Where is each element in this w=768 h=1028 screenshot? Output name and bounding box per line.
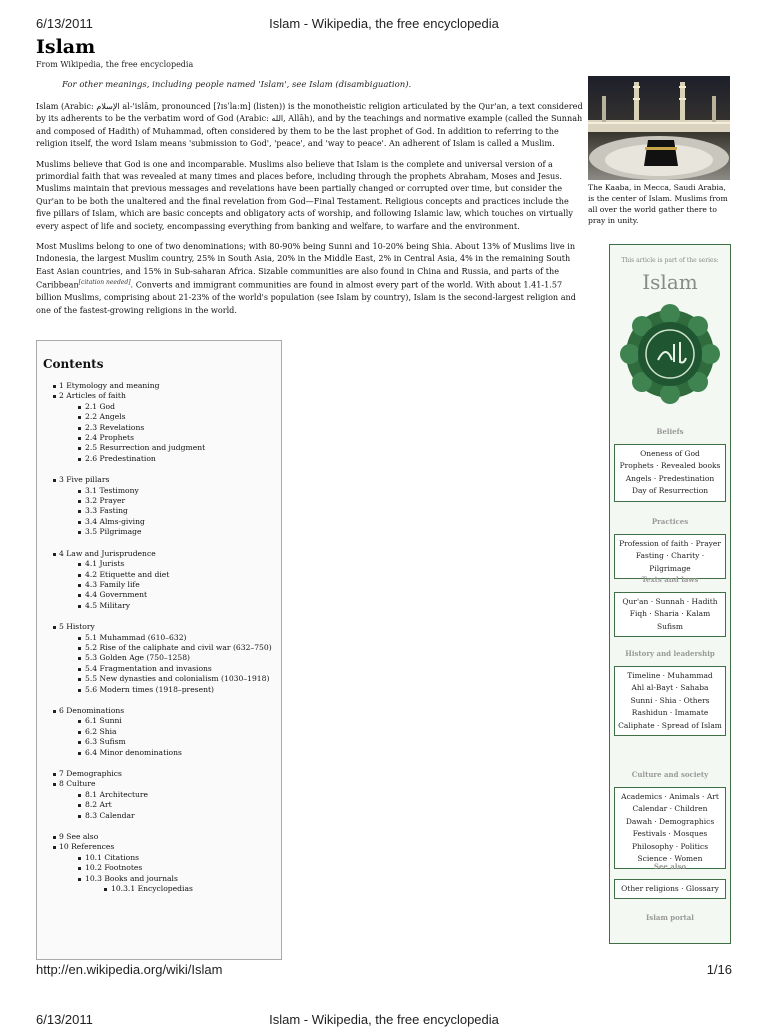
toc-item[interactable]: 2.1 God <box>43 402 275 412</box>
print-page-number: 1/16 <box>706 962 732 977</box>
toc-item[interactable]: 3.2 Prayer <box>43 496 275 506</box>
toc-item[interactable]: 2.2 Angels <box>43 412 275 422</box>
print-footer <box>36 962 732 978</box>
toc-item[interactable]: 3.1 Testimony <box>43 486 275 496</box>
navbox-link-line[interactable]: Ahl al-Bayt · Sahaba <box>631 683 709 693</box>
page-title: Islam <box>36 36 96 58</box>
disambiguation-hatnote[interactable]: For other meanings, including people named 'Islam', see Islam (disambiguation). <box>62 80 412 90</box>
toc-item[interactable]: 6.2 Shia <box>43 727 275 737</box>
toc-item[interactable]: 5 History <box>43 622 275 632</box>
toc-item[interactable]: 8.2 Art <box>43 800 275 810</box>
navbox-section-heading[interactable]: Islam portal <box>646 913 694 922</box>
navbox-link-line[interactable]: Festivals · Mosques <box>632 829 708 839</box>
intro-paragraph-2: Muslims believe that God is one and incomparable. Muslims also believe that Islam is the complete and universal version of a primordial faith that was revealed at many times and places before, including through the prophets Abraham, Moses and Jesus. Muslims maintain that previous messages and revelations have been partially changed or corrupted over time, but consider the Qur'an to be both the unaltered and the final revelation from God—Final Testament. Religious concepts and practices include the five pillars of Islam, which are basic concepts and obligatory acts of worship, and following Islamic law, which touches on virtually every aspect of life and society, encompassing everything from banking and welfare, to warfare and the environment. <box>36 158 573 231</box>
toc-item[interactable]: 5.4 Fragmentation and invasions <box>43 664 275 674</box>
paragraph-3-part-2: . Converts and immigrant communities are found in almost every part of the world. With about 1.41-1.57 billion Muslims, comprising about 21-23% of the world's population (see Islam by country), Islam is the second-largest religion and one of the fastest-growing religions in the world. <box>36 279 576 315</box>
navbox-section-links <box>614 534 726 579</box>
print-header <box>36 16 732 32</box>
next-page-title: Islam - Wikipedia, the free encyclopedia <box>269 1012 499 1027</box>
navbox-link-line[interactable]: Fiqh · Sharia · Kalam <box>629 609 711 619</box>
toc-item[interactable]: 3.4 Alms-giving <box>43 517 275 527</box>
toc-item[interactable]: 2.4 Prophets <box>43 433 275 443</box>
navbox-link-line[interactable]: Oneness of God <box>640 449 700 458</box>
navbox-section-heading[interactable]: Practices <box>651 517 689 526</box>
navbox-link-line[interactable]: Other religions · Glossary <box>621 884 719 893</box>
navbox-section <box>610 427 730 502</box>
print-url[interactable]: http://en.wikipedia.org/wiki/Islam <box>36 962 223 977</box>
toc-item[interactable]: 5.5 New dynasties and colonialism (1030–1918) <box>43 674 275 684</box>
citation-needed-tag[interactable]: [citation needed] <box>78 279 131 287</box>
navbox-link-line[interactable]: Qur'an · Sunnah · Hadith <box>622 597 718 606</box>
next-page-header <box>36 1012 732 1028</box>
toc-item[interactable]: 4.4 Government <box>43 590 275 600</box>
navbox-link-line[interactable]: Fasting · Charity · Pilgrimage <box>635 551 705 573</box>
toc-item[interactable]: 3.3 Fasting <box>43 506 275 516</box>
navbox-link-line[interactable]: Philosophy · Politics <box>631 841 709 851</box>
navbox-section-links <box>614 879 726 899</box>
navbox-section <box>610 649 730 736</box>
navbox-section-heading[interactable]: See also <box>653 862 687 871</box>
navbox-link-line[interactable]: Angels · Predestination <box>625 473 715 483</box>
navbox-section-heading[interactable]: Beliefs <box>656 427 684 436</box>
toc-item[interactable]: 10.3 Books and journals <box>43 874 275 884</box>
image-caption: The Kaaba, in Mecca, Saudi Arabia, is the center of Islam. Muslims from all over the world gather there to pray in unity. <box>588 183 728 225</box>
navbox-link-line[interactable]: Dawah · Demographics <box>625 816 715 826</box>
toc-item[interactable]: 5.2 Rise of the caliphate and civil war (632–750) <box>43 643 275 653</box>
print-doc-title: Islam - Wikipedia, the free encyclopedia <box>269 16 499 31</box>
toc-item[interactable]: 3 Five pillars <box>43 475 275 485</box>
navbox-section <box>610 862 730 899</box>
print-date: 6/13/2011 <box>36 16 93 31</box>
toc-item[interactable]: 10 References <box>43 842 275 852</box>
navbox-section-links <box>614 444 726 502</box>
navbox-link-line[interactable]: Sunni · Shia · Others <box>630 695 710 705</box>
navbox-link-line[interactable]: Prophets · Revealed books <box>619 461 721 471</box>
toc-item[interactable]: 9 See also <box>43 832 275 842</box>
toc-item[interactable]: 8.1 Architecture <box>43 790 275 800</box>
toc-item[interactable]: 4.1 Jurists <box>43 559 275 569</box>
toc-item[interactable]: 6.3 Sufism <box>43 737 275 747</box>
intro-paragraph-1: Islam (Arabic: الإسلام al-'islām, pronounced [ʔɪsˈlaːm] (listen)) is the monotheistic religion articulated by the Qur'an, a text considered by its adherents to be the verbatim word of God (Arabic: الله, Allāh), and by the teachings and normative example (called the Sunnah and composed of Hadith) of Muhammad, often considered by them to be the last prophet of God. In addition to referring to the religion itself, the word Islam means 'submission to God', 'peace', and 'way to peace'. An adherent of Islam is called a Muslim. <box>36 101 583 149</box>
navbox-link-line[interactable]: Day of Resurrection <box>631 486 709 496</box>
toc-item[interactable]: 2.6 Predestination <box>43 454 275 464</box>
toc-item[interactable]: 2 Articles of faith <box>43 391 275 401</box>
table-of-contents <box>36 340 282 960</box>
navbox-section-links <box>614 592 726 637</box>
toc-title: Contents <box>43 357 104 371</box>
toc-item[interactable]: 2.5 Resurrection and judgment <box>43 443 275 453</box>
navbox-section-links <box>614 666 726 736</box>
navbox-section-heading[interactable]: Texts and laws <box>641 575 699 584</box>
intro-paragraph-3 <box>36 240 584 316</box>
islam-series-navbox <box>609 244 731 944</box>
toc-item[interactable]: 6.4 Minor denominations <box>43 748 275 758</box>
from-wikipedia-tagline: From Wikipedia, the free encyclopedia <box>36 60 194 69</box>
toc-item[interactable]: 4.2 Etiquette and diet <box>43 570 275 580</box>
paragraph-3-part-1: Most Muslims belong to one of two denominations; with 80-90% being Sunni and 10-20% being Shia. About 13% of Muslims live in Indonesia, the largest Muslim country, 25% in South Asia, 20% in the Middle East, 2% in Central Asia, 4% in the remaining South East Asian countries, and 15% in Sub-saharan Africa. Sizable communities are also found in China and Russia, and parts of the Caribbean <box>36 241 576 290</box>
toc-item[interactable]: 6 Denominations <box>43 706 275 716</box>
toc-item[interactable]: 4.3 Family life <box>43 580 275 590</box>
navbox-section <box>610 913 730 922</box>
navbox-section <box>610 575 730 637</box>
toc-item[interactable]: 1 Etymology and meaning <box>43 381 275 391</box>
toc-item[interactable]: 10.2 Footnotes <box>43 863 275 873</box>
navbox-link-line[interactable]: Sufism <box>657 621 683 631</box>
kaaba-figure <box>588 76 730 230</box>
navbox-title[interactable]: Islam <box>642 270 698 294</box>
article-body <box>36 100 584 324</box>
navbox-section-links <box>614 787 726 869</box>
toc-item[interactable]: 8.3 Calendar <box>43 811 275 821</box>
navbox-link-line[interactable]: Science · Women <box>637 854 703 864</box>
toc-item[interactable]: 5.6 Modern times (1918–present) <box>43 685 275 695</box>
navbox-section <box>610 770 730 869</box>
navbox-section <box>610 517 730 579</box>
allah-calligraphy-emblem-icon <box>620 300 720 408</box>
next-page-date: 6/13/2011 <box>36 1012 93 1027</box>
toc-list <box>43 381 275 894</box>
toc-item[interactable]: 8 Culture <box>43 779 275 789</box>
toc-item[interactable]: 6.1 Sunni <box>43 716 275 726</box>
navbox-link-line[interactable]: Academics · Animals · Art <box>621 792 719 801</box>
toc-item[interactable]: 3.5 Pilgrimage <box>43 527 275 537</box>
toc-item[interactable]: 5.1 Muhammad (610–632) <box>43 633 275 643</box>
navbox-link-line[interactable]: Profession of faith · Prayer <box>619 539 721 548</box>
navbox-section-heading[interactable]: Culture and society <box>631 770 709 779</box>
toc-item[interactable]: 10.1 Citations <box>43 853 275 863</box>
toc-item[interactable]: 2.3 Revelations <box>43 423 275 433</box>
toc-item[interactable]: 7 Demographics <box>43 769 275 779</box>
navbox-link-line[interactable]: Calendar · Children <box>632 804 708 814</box>
kaaba-photo[interactable] <box>588 76 730 180</box>
toc-item[interactable]: 4.5 Military <box>43 601 275 611</box>
navbox-link-line[interactable]: Rashidun · Imamate <box>631 708 709 718</box>
navbox-link-line[interactable]: Caliphate · Spread of Islam <box>618 720 722 730</box>
toc-item[interactable]: 5.3 Golden Age (750–1258) <box>43 653 275 663</box>
toc-item[interactable]: 10.3.1 Encyclopedias <box>43 884 275 894</box>
toc-item[interactable]: 4 Law and Jurisprudence <box>43 549 275 559</box>
navbox-kicker: This article is part of the series: <box>621 257 719 264</box>
navbox-section-heading[interactable]: History and leadership <box>625 649 715 658</box>
navbox-link-line[interactable]: Timeline · Muhammad <box>627 671 713 680</box>
